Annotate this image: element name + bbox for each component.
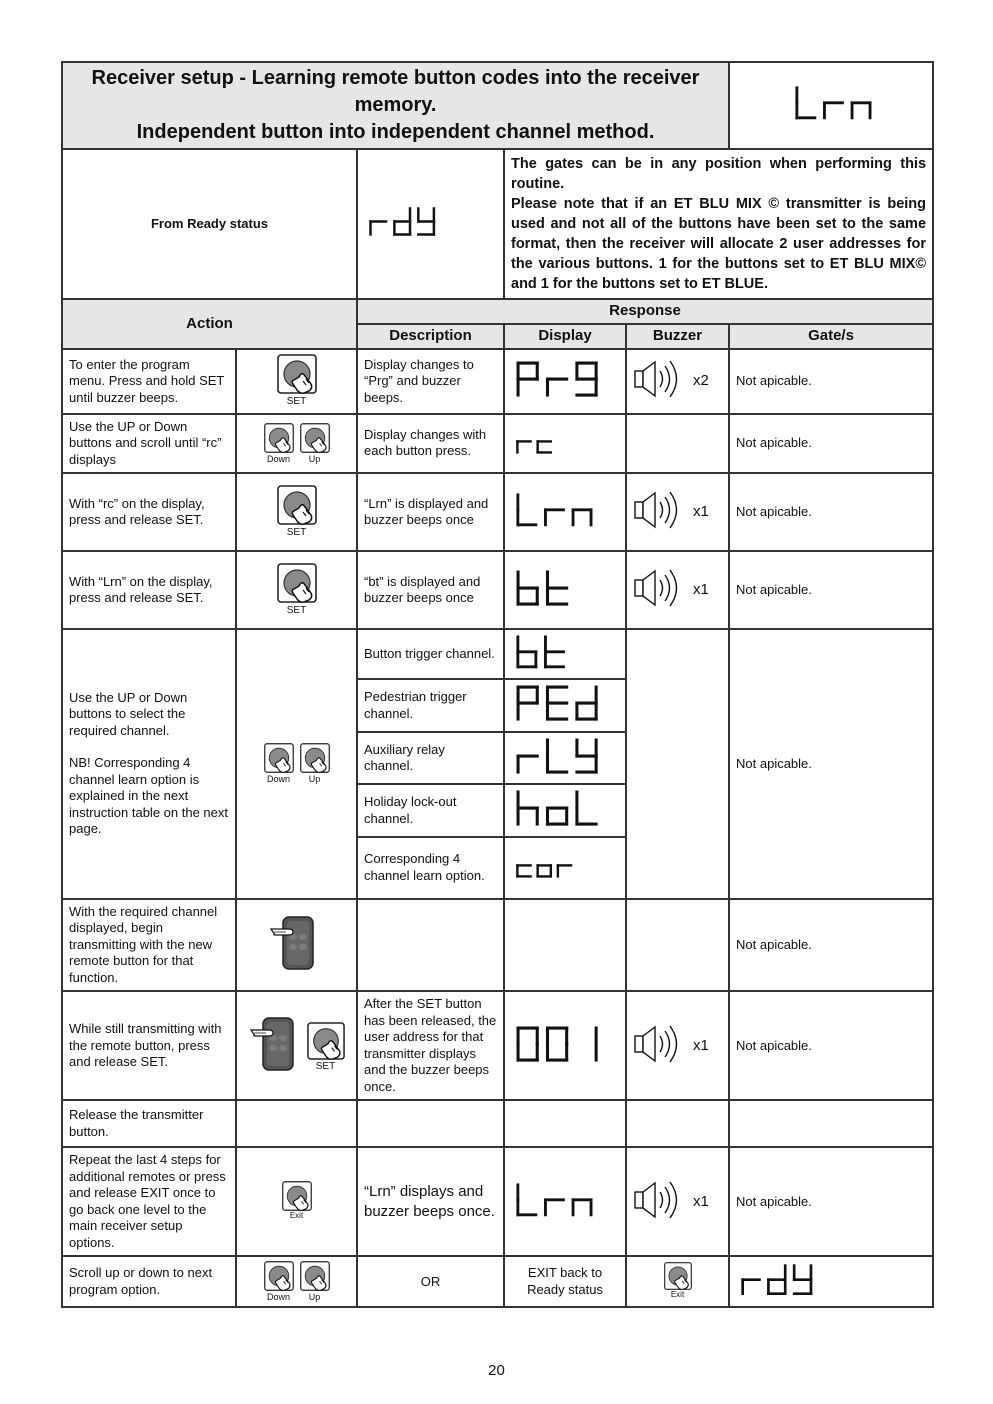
description-cell xyxy=(357,1100,504,1147)
channel-select-action xyxy=(62,629,236,899)
exit-button-icon: Exit xyxy=(626,1256,729,1307)
action-text: Use the UP or Down buttons to select the required channel. xyxy=(69,689,188,738)
rc-display xyxy=(515,428,553,455)
icon-cell xyxy=(236,1100,357,1147)
hol-display-cell xyxy=(504,784,626,837)
description-text: Display changes to “Prg” and buzzer beeps. xyxy=(357,349,504,414)
lrn-display xyxy=(515,1182,594,1218)
lrn-display-cell xyxy=(504,473,626,551)
table-row xyxy=(62,1100,933,1147)
user-address-display xyxy=(515,1025,599,1063)
set-button-icon: SET xyxy=(236,473,357,551)
rly-display-cell xyxy=(504,732,626,785)
gates-text: Not apicable. xyxy=(729,899,933,992)
speaker-icon xyxy=(633,1024,689,1069)
down-up-buttons-icon: Down Up xyxy=(236,629,357,899)
action-text: To enter the program menu. Press and hold SET until buzzer beeps. xyxy=(62,349,236,414)
table-row xyxy=(62,414,933,474)
speaker-icon xyxy=(633,1180,689,1225)
buzzer-cell xyxy=(626,414,729,474)
title-line-1: Receiver setup - Learning remote button codes into the receiver memory. xyxy=(91,67,700,116)
action-text: Use the UP or Down buttons and scroll until “rc” displays xyxy=(62,414,236,474)
action-text: With the required channel displayed, begin transmitting with the new remote button for that function. xyxy=(62,899,236,992)
action-text: With “Lrn” on the display, press and release SET. xyxy=(62,551,236,629)
bt-display xyxy=(515,634,566,670)
hol-display xyxy=(515,789,599,827)
channel-description: Auxiliary relay channel. xyxy=(357,732,504,785)
prg-display-cell xyxy=(504,349,626,414)
gates-text: Not apicable. xyxy=(729,629,933,899)
action-text: Repeat the last 4 steps for additional remotes or press and release EXIT once to go back one level to the main receiver setup options. xyxy=(62,1147,236,1256)
beep-count: x1 xyxy=(693,1036,709,1054)
buzzer-cell xyxy=(626,1147,729,1256)
beep-count: x1 xyxy=(693,502,709,520)
routine-note-text: The gates can be in any position when performing this routine. Please note that if an ET BLU MIX © transmitter is being used and not all of the buttons have been set to the same format, then the receiver will allocate 2 user addresses for the various buttons. 1 for the buttons set to ET BLU MIX© and 1 for the buttons set to ET BLUE. xyxy=(511,156,927,292)
rdy-display-cell xyxy=(729,1256,933,1307)
title-code-display xyxy=(729,62,933,149)
prg-display xyxy=(515,360,599,398)
action-header: Action xyxy=(62,299,357,349)
table-row xyxy=(62,899,933,992)
buzzer-header: Buzzer xyxy=(626,324,729,349)
beep-count: x1 xyxy=(693,1192,709,1210)
down-up-buttons-icon: Down Up xyxy=(236,414,357,474)
description-text: “Lrn” is displayed and buzzer beeps once xyxy=(357,473,504,551)
cor-display-cell xyxy=(504,837,626,899)
channel-description: Holiday lock-out channel. xyxy=(357,784,504,837)
description-text: Display changes with each button press. xyxy=(357,414,504,474)
page-number: 20 xyxy=(488,1362,505,1379)
from-ready-label: From Ready status xyxy=(62,149,357,299)
gates-cell xyxy=(729,1100,933,1147)
table-row xyxy=(62,349,933,414)
table-row xyxy=(62,1147,933,1256)
description-cell xyxy=(357,899,504,992)
ped-display xyxy=(515,684,599,722)
buzzer-cell xyxy=(626,1100,729,1147)
speaker-icon xyxy=(633,359,689,404)
remote-and-set-icon: SET xyxy=(236,991,357,1100)
table-row xyxy=(62,991,933,1100)
speaker-icon xyxy=(633,568,689,613)
table-row xyxy=(62,551,933,629)
bt-display-cell xyxy=(504,629,626,679)
set-button-icon: SET xyxy=(236,349,357,414)
gates-text: Not apicable. xyxy=(729,551,933,629)
display-cell xyxy=(504,899,626,992)
nb-note: NB! Corresponding 4 channel learn option is explained in the next instruction table on the next page. xyxy=(69,755,228,837)
action-text: With “rc” on the display, press and release SET. xyxy=(62,473,236,551)
gates-header: Gate/s xyxy=(729,324,933,349)
page-title xyxy=(62,62,729,149)
exit-button-icon: Exit xyxy=(236,1147,357,1256)
description-text: “bt” is displayed and buzzer beeps once xyxy=(357,551,504,629)
rdy-display xyxy=(740,1263,814,1296)
lrn-display-cell xyxy=(504,1147,626,1256)
gates-text: Not apicable. xyxy=(729,991,933,1100)
action-text: While still transmitting with the remote button, press and release SET. xyxy=(62,991,236,1100)
channel-description: Button trigger channel. xyxy=(357,629,504,679)
lrn-display xyxy=(794,85,873,121)
buzzer-cell xyxy=(626,991,729,1100)
buzzer-cell xyxy=(626,349,729,414)
cor-display xyxy=(515,852,573,879)
exit-back-text: EXIT back to Ready status xyxy=(504,1256,626,1307)
ped-display-cell xyxy=(504,679,626,732)
bt-display xyxy=(515,569,570,607)
bt-display-cell xyxy=(504,551,626,629)
table-row xyxy=(62,629,933,679)
rc-display-cell xyxy=(504,414,626,474)
action-text: Scroll up or down to next program option. xyxy=(62,1256,236,1307)
response-header: Response xyxy=(357,299,933,324)
gates-text: Not apicable. xyxy=(729,473,933,551)
instruction-table xyxy=(61,61,932,1308)
beep-count: x1 xyxy=(693,580,709,598)
remote-transmitter-icon xyxy=(236,899,357,992)
title-line-2: Independent button into independent channel method. xyxy=(136,121,655,143)
set-button-icon: SET xyxy=(236,551,357,629)
table-row xyxy=(62,473,933,551)
buzzer-cell xyxy=(626,551,729,629)
buzzer-cell xyxy=(626,629,729,899)
channel-description: Corresponding 4 channel learn option. xyxy=(357,837,504,899)
display-header: Display xyxy=(504,324,626,349)
gates-text: Not apicable. xyxy=(729,349,933,414)
rdy-display xyxy=(368,206,436,237)
buzzer-cell xyxy=(626,899,729,992)
user-address-display-cell xyxy=(504,991,626,1100)
table-row xyxy=(62,1256,933,1307)
down-up-buttons-icon: Down Up xyxy=(236,1256,357,1307)
gates-text: Not apicable. xyxy=(729,1147,933,1256)
rly-display xyxy=(515,737,599,775)
gates-text: Not apicable. xyxy=(729,414,933,474)
buzzer-cell xyxy=(626,473,729,551)
display-cell xyxy=(504,1100,626,1147)
routine-note xyxy=(504,149,933,299)
rdy-display-cell xyxy=(357,149,504,299)
speaker-icon xyxy=(633,490,689,535)
description-text: After the SET button has been released, the user address for that transmitter displays and the buzzer beeps once. xyxy=(357,991,504,1100)
or-text: OR xyxy=(357,1256,504,1307)
lrn-display xyxy=(515,492,594,528)
action-text: Release the transmitter button. xyxy=(62,1100,236,1147)
channel-description: Pedestrian trigger channel. xyxy=(357,679,504,732)
description-text: “Lrn” displays and buzzer beeps once. xyxy=(357,1147,504,1256)
description-header: Description xyxy=(357,324,504,349)
beep-count: x2 xyxy=(693,372,709,389)
